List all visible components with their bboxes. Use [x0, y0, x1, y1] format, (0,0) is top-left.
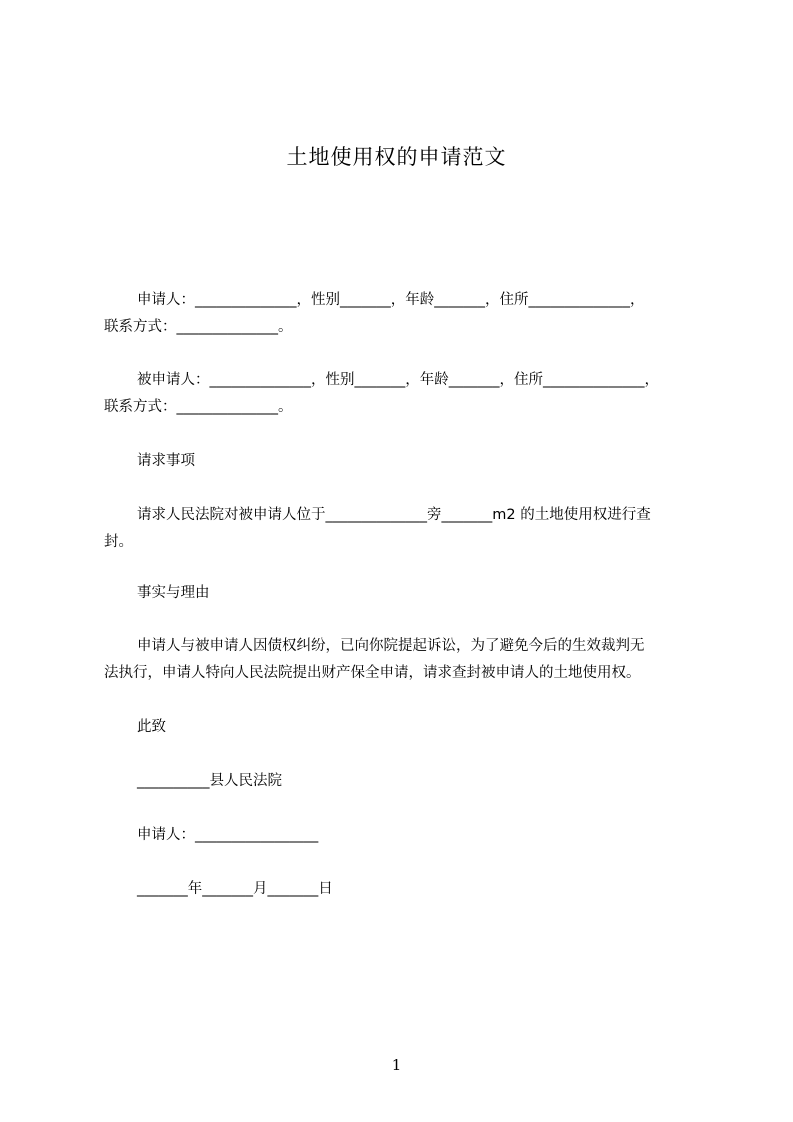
respondent-line-2: 联系方式：______________。 [104, 399, 293, 415]
court-text: __________县人民法院 [137, 773, 282, 789]
date-text: _______年_______月_______日 [137, 881, 333, 897]
facts-body [104, 633, 704, 687]
request-body-line-2: 封。 [104, 534, 133, 550]
respondent-line-1: 被申请人：______________，性别_______，年龄_______，住所______________， [137, 372, 659, 388]
respondent-section [104, 367, 704, 421]
facts-body-line-2: 法执行，申请人特向人民法院提出财产保全申请，请求查封被申请人的土地使用权。 [104, 665, 641, 681]
facts-body-line-1: 申请人与被申请人因债权纠纷，已向你院提起诉讼，为了避免今后的生效裁判无 [137, 638, 645, 654]
document-title: 土地使用权的申请范文 [286, 145, 507, 169]
date-line [104, 876, 704, 903]
request-body-line-1: 请求人民法院对被申请人位于______________旁_______m2 的土地使用权进行查 [137, 507, 651, 523]
applicant-section [104, 287, 704, 341]
request-heading [104, 448, 704, 475]
signature-text: 申请人：_________________ [137, 827, 319, 843]
page-number: 1 [391, 1056, 402, 1074]
applicant-line-1: 申请人：______________，性别_______，年龄_______，住所______________， [137, 292, 645, 308]
facts-heading-text: 事实与理由 [137, 585, 210, 601]
applicant-line-2: 联系方式：______________。 [104, 319, 293, 335]
court-line [104, 768, 704, 795]
request-heading-text: 请求事项 [137, 453, 195, 469]
signature-line [104, 822, 704, 849]
closing [104, 714, 704, 741]
request-body [104, 502, 704, 556]
facts-heading [104, 580, 704, 607]
closing-text: 此致 [137, 719, 166, 735]
